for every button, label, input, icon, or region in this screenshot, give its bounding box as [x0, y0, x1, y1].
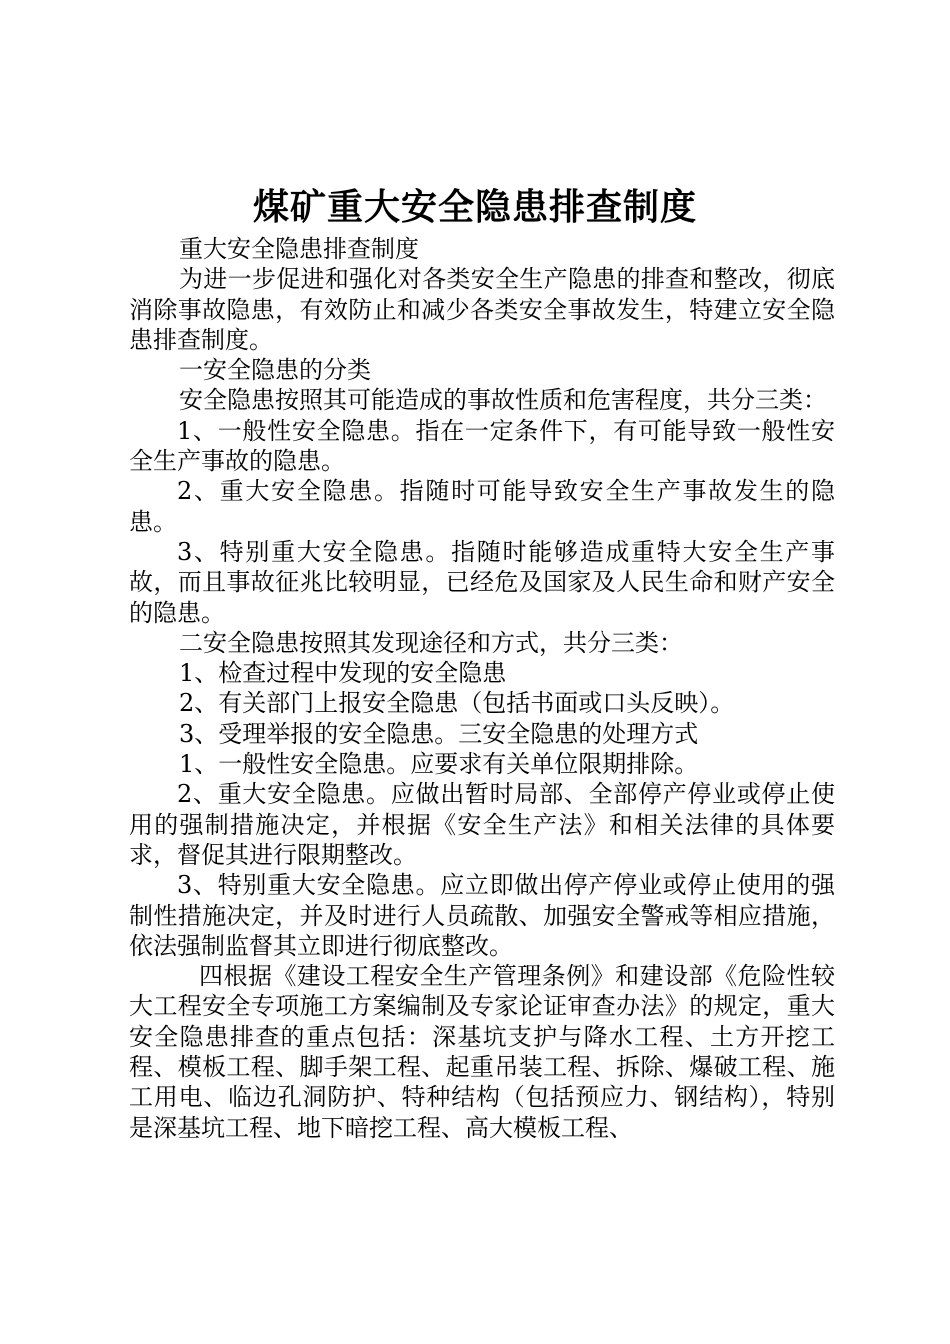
list-item: 1、一般性安全隐患。指在一定条件下，有可能导致一般性安全生产事故的隐患。: [129, 416, 835, 476]
paragraph-classification: 安全隐患按照其可能造成的事故性质和危害程度，共分三类：: [179, 386, 827, 415]
paragraph-heading: 重大安全隐患排查制度: [179, 235, 419, 263]
list-item: 3、特别重大安全隐患。应立即做出停产停业或停止使用的强制性措施决定，并及时进行人员疏散、加强安全警戒等相应措施，依法强制监督其立即进行彻底整改。: [129, 871, 835, 960]
list-item: 1、一般性安全隐患。应要求有关单位限期排除。: [179, 750, 699, 779]
list-item: 1、检查过程中发现的安全隐患: [179, 659, 507, 688]
document-body: [129, 234, 835, 1143]
list-item: 2、重大安全隐患。应做出暂时局部、全部停产停业或停止使用的强制措施决定，并根据《安全生产法》和相关法律的具体要求，督促其进行限期整改。: [129, 780, 835, 869]
document-title: 煤矿重大安全隐患排查制度: [252, 187, 697, 228]
list-item: 2、有关部门上报安全隐患（包括书面或口头反映）。: [179, 689, 735, 718]
paragraph-key-points: 四根据《建设工程安全生产管理条例》和建设部《危险性较大工程安全专项施工方案编制及专家论证审查办法》的规定，重大安全隐患排查的重点包括：深基坑支护与降水工程、土方开挖工程、模板工程、脚手架工程、起重吊装工程、拆除、爆破工程、施工用电、临边孔洞防护、特种结构（包括预应力、钢结构），特别是深基坑工程、地下暗挖工程、高大模板工程、: [129, 962, 835, 1142]
section-heading-classification: 一安全隐患的分类: [179, 356, 371, 385]
paragraph-intro: 为进一步促进和强化对各类安全生产隐患的排查和整改，彻底消除事故隐患，有效防止和减少各类安全事故发生，特建立安全隐患排查制度。: [129, 265, 835, 354]
list-item: 3、受理举报的安全隐患。三安全隐患的处理方式: [179, 719, 699, 748]
list-item: 3、特别重大安全隐患。指随时能够造成重特大安全生产事故，而且事故征兆比较明显，已经危及国家及人民生命和财产安全的隐患。: [129, 537, 835, 627]
list-item: 2、重大安全隐患。指随时可能导致安全生产事故发生的隐患。: [129, 477, 835, 536]
section-heading-discovery: 二安全隐患按照其发现途径和方式，共分三类：: [179, 628, 683, 657]
